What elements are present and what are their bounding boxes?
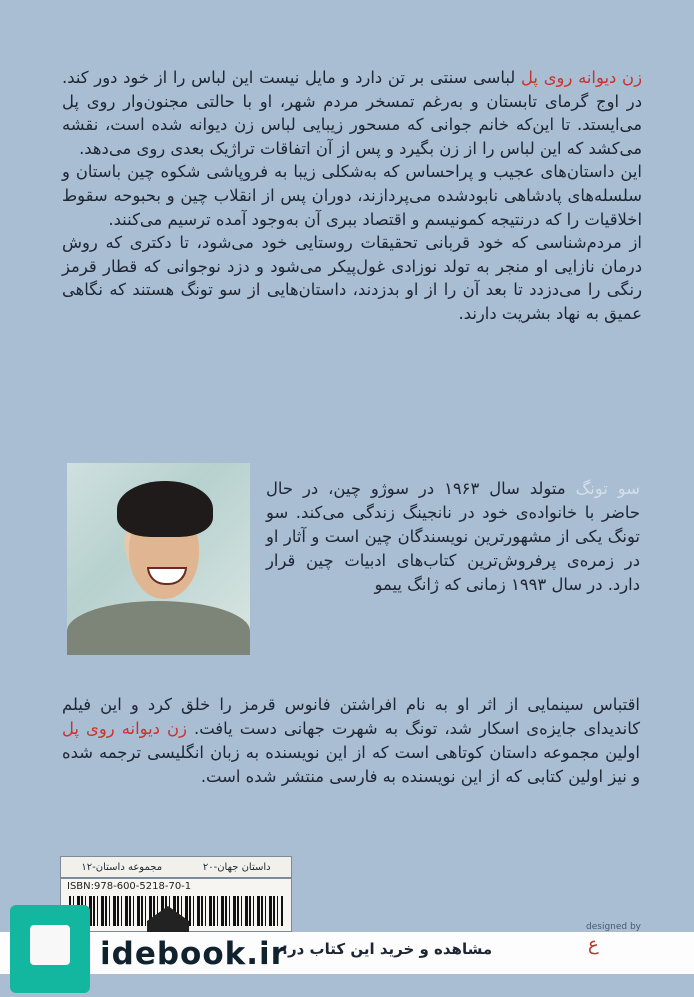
designed-by-label: designed by [586,922,642,932]
bio-book-title: زن دیوانه روی پل [62,719,187,739]
author-hair [117,481,213,537]
designer-signature: ع [588,934,599,955]
footer-tagline: مشاهده و خرید این کتاب در: [282,940,493,958]
summary-block [62,66,642,326]
author-bio-text-a: متولد سال ۱۹۶۳ در سوژو چین، در حال حاضر با خانواده‌ی خود در نانجینگ زندگی می‌کند. سو تونگ یکی از مشهورترین نویسندگان چین است و آثار او در زمره‌ی پرفروش‌ترین کتاب‌های ادبیات چین قرار دارد. در سال ۱۹۹۳ زمانی که ژانگ ییمو [266,479,640,595]
collection-text: مجموعه داستان-۱۲ [81,861,163,873]
summary-para-1 [62,66,642,160]
summary-para-3: از مردم‌شناسی که خود قربانی تحقیقات روستایی خود می‌شود، تا دکتری که روش درمان نازایی او منجر به تولد نوزادی غول‌پیکر می‌شود و دزد نوجوانی که قطار قرمز رنگی را می‌دزدد تا بعد آن را از او بدزدند، داستان‌هایی از سو تونگ هستند که نگاهی عمیق به نهاد بشریت دارند. [62,233,642,323]
book-title-highlight: زن دیوانه روی پل [521,68,642,87]
author-bio-text-c: اولین مجموعه داستان کوتاهی است که از این نویسنده به زبان انگلیسی ترجمه شده و نیز اولین کتابی که از این نویسنده به فارسی منتشر شده است. [62,743,640,787]
summary-para-1-text: لباسی سنتی بر تن دارد و مایل نیست این لباس را از خود دور کند. در اوج گرمای تابستان و به‌رغم تمسخر مردم شهر، او با حالتی مجنون‌وار روی پل می‌ایستد. تا این‌که خانم جوانی که مسحور زیبایی لباس زن دیوانه شده است، نقشه می‌کشد که این لباس را از زن بگیرد و پس از آن اتفاقات تراژیک بعدی روی می‌دهد. [62,68,642,158]
site-name[interactable]: idebook.ir [100,936,287,972]
isbn-text: ISBN:978-600-5218-70-1 [67,881,192,892]
idebook-logo-icon [10,905,90,993]
author-name: سو تونگ [575,479,640,498]
series-label [60,856,292,878]
series-text: داستان جهان-۲۰ [202,861,271,873]
author-shirt [67,601,250,655]
author-bio [266,477,640,597]
author-bio-text-b: اقتباس سینمایی از اثر او به نام افراشتن فانوس قرمز را خلق کرد و این فیلم کاندیدای جایزه‌ی اسکار شد، تونگ به شهرت جهانی دست یافت. [62,695,641,739]
summary-para-2: این داستان‌های عجیب و پراحساس که به‌شکلی زیبا به فروپاشی شکوه چین باستان و سلسله‌های پادشاهی نابودشده می‌پردازند، دوران پس از انقلاب چین و بحبوحه سقوط اخلاقیات را که درنتیجه کمونیسم و اقتصاد ببری آن به‌وجود آمده ترسیم می‌کنند. [62,162,642,229]
author-photo [67,463,250,655]
author-bio-continued [62,693,640,789]
